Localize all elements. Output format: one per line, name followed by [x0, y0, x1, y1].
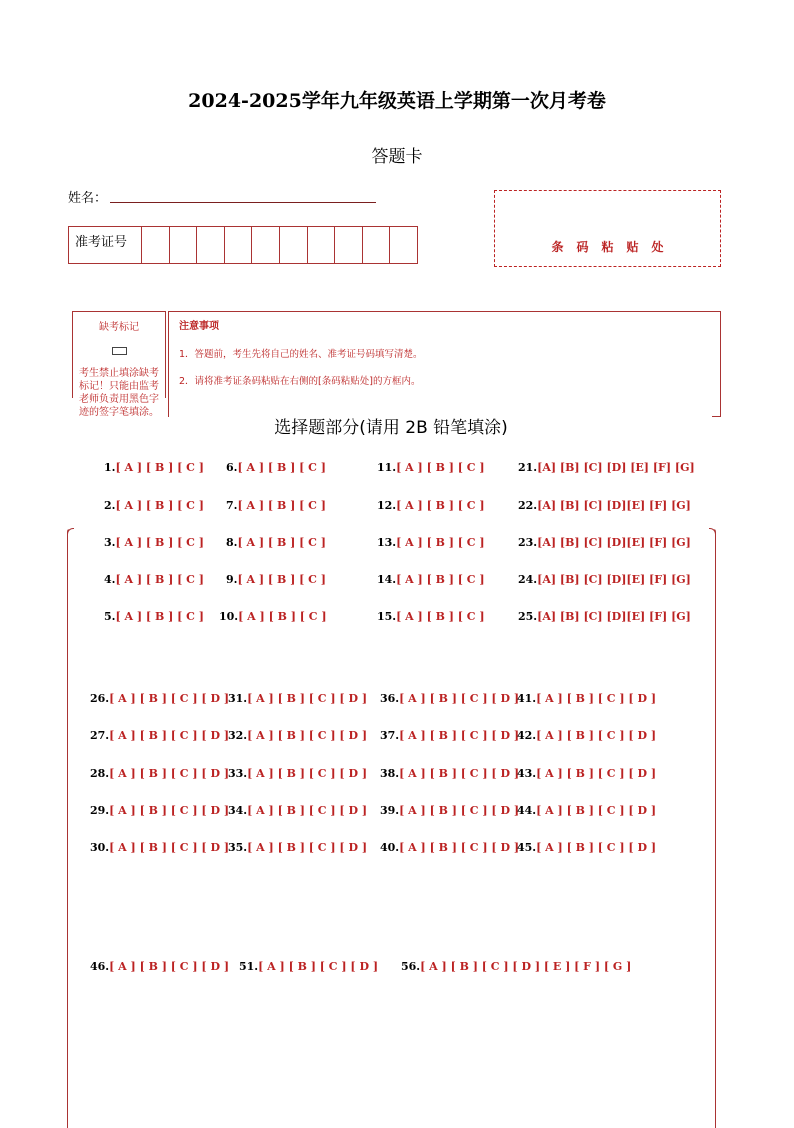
- question-row[interactable]: [377, 499, 485, 512]
- answer-options[interactable]: [ A ] [ B ] [ C ] [ D ]: [109, 692, 230, 705]
- answer-options[interactable]: [ A ] [ B ] [ C ]: [396, 536, 485, 549]
- question-number: 34.: [228, 804, 248, 817]
- question-row[interactable]: [517, 729, 656, 742]
- question-number: 56.: [401, 960, 421, 973]
- page-title: 2024-2025学年九年级英语上学期第一次月考卷: [188, 90, 606, 112]
- question-row[interactable]: [104, 461, 204, 474]
- notes-box: [168, 311, 721, 417]
- question-row[interactable]: [104, 536, 204, 549]
- question-number: 27.: [90, 729, 110, 742]
- question-row[interactable]: [90, 960, 229, 973]
- question-row[interactable]: [380, 804, 519, 817]
- question-number: 30.: [90, 841, 110, 854]
- answer-options[interactable]: [ A ] [ B ] [ C ]: [237, 573, 326, 586]
- answer-options[interactable]: [A] [B] [C] [D] [E] [F] [G]: [537, 461, 695, 474]
- question-number: 10.: [219, 610, 239, 623]
- question-row[interactable]: [90, 841, 229, 854]
- exam-id-cell[interactable]: [280, 227, 308, 263]
- exam-id-box: [68, 226, 418, 264]
- question-row[interactable]: [104, 573, 204, 586]
- answer-options[interactable]: [ A ] [ B ] [ C ] [ D ]: [247, 804, 368, 817]
- exam-id-cell[interactable]: [252, 227, 280, 263]
- question-row[interactable]: [377, 610, 485, 623]
- question-number: 45.: [517, 841, 537, 854]
- barcode-area: [494, 190, 721, 267]
- question-row[interactable]: [517, 841, 656, 854]
- answer-options[interactable]: [ A ] [ B ] [ C ]: [115, 610, 204, 623]
- question-row[interactable]: [380, 841, 519, 854]
- absent-mark-desc: 考生禁止填涂缺考标记！只能由监考老师负责用黑色字迹的签字笔填涂。: [79, 368, 159, 418]
- question-row[interactable]: [90, 804, 229, 817]
- question-number: 35.: [228, 841, 248, 854]
- question-number: 6.: [226, 461, 238, 474]
- question-number: 40.: [380, 841, 400, 854]
- question-number: 4.: [104, 573, 116, 586]
- answer-options[interactable]: [ A ] [ B ] [ C ]: [396, 499, 485, 512]
- answer-options[interactable]: [ A ] [ B ] [ C ] [ D ]: [399, 804, 520, 817]
- answer-options[interactable]: [ A ] [ B ] [ C ]: [115, 461, 204, 474]
- question-number: 23.: [518, 536, 538, 549]
- question-number: 41.: [517, 692, 537, 705]
- barcode-label: 条码粘贴处: [551, 240, 677, 254]
- question-row[interactable]: [517, 767, 656, 780]
- exam-id-cell[interactable]: [225, 227, 253, 263]
- name-field[interactable]: [110, 202, 376, 203]
- question-row[interactable]: [377, 573, 485, 586]
- question-row[interactable]: [518, 499, 691, 512]
- answer-options[interactable]: [ A ] [ B ] [ C ] [ D ]: [109, 804, 230, 817]
- answer-options[interactable]: [A] [B] [C] [D][E] [F] [G]: [537, 536, 691, 549]
- question-number: 7.: [226, 499, 238, 512]
- question-number: 13.: [377, 536, 397, 549]
- exam-id-cell[interactable]: [197, 227, 225, 263]
- answer-options[interactable]: [ A ] [ B ] [ C ] [ D ]: [109, 767, 230, 780]
- answer-options[interactable]: [ A ] [ B ] [ C ]: [115, 536, 204, 549]
- exam-id-cell[interactable]: [390, 227, 417, 263]
- question-number: 38.: [380, 767, 400, 780]
- question-number: 21.: [518, 461, 538, 474]
- answer-options[interactable]: [ A ] [ B ] [ C ]: [237, 536, 326, 549]
- question-number: 43.: [517, 767, 537, 780]
- exam-id-cell[interactable]: [170, 227, 198, 263]
- question-number: 22.: [518, 499, 538, 512]
- question-row[interactable]: [518, 536, 691, 549]
- question-number: 5.: [104, 610, 116, 623]
- question-row[interactable]: [377, 536, 485, 549]
- question-number: 31.: [228, 692, 248, 705]
- answer-options[interactable]: [ A ] [ B ] [ C ]: [396, 461, 485, 474]
- note-item: 1．答题前，考生先将自己的姓名、准考证号码填写清楚。: [179, 349, 423, 360]
- note-item: 2．请将准考证条码粘贴在右侧的[条码粘贴处]的方框内。: [179, 376, 421, 387]
- answer-options[interactable]: [ A ] [ B ] [ C ]: [396, 610, 485, 623]
- question-row[interactable]: [380, 692, 519, 705]
- question-row[interactable]: [228, 804, 367, 817]
- answer-options[interactable]: [ A ] [ B ] [ C ] [ D ]: [109, 960, 230, 973]
- notes-title: 注意事项: [179, 321, 219, 332]
- question-row[interactable]: [380, 767, 519, 780]
- question-number: 25.: [518, 610, 538, 623]
- answer-options[interactable]: [A] [B] [C] [D][E] [F] [G]: [537, 610, 691, 623]
- question-row[interactable]: [226, 461, 326, 474]
- answer-options[interactable]: [ A ] [ B ] [ C ]: [237, 499, 326, 512]
- question-row[interactable]: [219, 610, 327, 623]
- answer-options[interactable]: [ A ] [ B ] [ C ]: [237, 461, 326, 474]
- question-row[interactable]: [517, 692, 656, 705]
- answer-options[interactable]: [ A ] [ B ] [ C ] [ D ]: [536, 804, 657, 817]
- answer-options[interactable]: [ A ] [ B ] [ C ]: [238, 610, 327, 623]
- answer-options[interactable]: [ A ] [ B ] [ C ] [ D ]: [399, 692, 520, 705]
- question-number: 32.: [228, 729, 248, 742]
- answer-options[interactable]: [A] [B] [C] [D][E] [F] [G]: [537, 499, 691, 512]
- question-number: 15.: [377, 610, 397, 623]
- answer-options[interactable]: [ A ] [ B ] [ C ] [ D ]: [536, 692, 657, 705]
- answer-options[interactable]: [ A ] [ B ] [ C ] [ D ]: [247, 767, 368, 780]
- question-number: 33.: [228, 767, 248, 780]
- answer-options[interactable]: [ A ] [ B ] [ C ] [ D ]: [247, 841, 368, 854]
- question-number: 36.: [380, 692, 400, 705]
- question-row[interactable]: [90, 767, 229, 780]
- question-row[interactable]: [90, 729, 229, 742]
- answer-options[interactable]: [ A ] [ B ] [ C ] [ D ]: [109, 841, 230, 854]
- answer-options[interactable]: [ A ] [ B ] [ C ] [ D ]: [399, 729, 520, 742]
- question-number: 42.: [517, 729, 537, 742]
- question-row[interactable]: [228, 692, 367, 705]
- question-row[interactable]: [518, 461, 695, 474]
- name-label: 姓名：: [68, 191, 108, 206]
- absent-mark-title: 缺考标记: [99, 322, 139, 333]
- question-number: 8.: [226, 536, 238, 549]
- question-number: 1.: [104, 461, 116, 474]
- answer-options[interactable]: [ A ] [ B ] [ C ] [ D ]: [536, 841, 657, 854]
- question-number: 9.: [226, 573, 238, 586]
- answer-options[interactable]: [ A ] [ B ] [ C ] [ D ]: [536, 767, 657, 780]
- question-row[interactable]: [226, 499, 326, 512]
- question-number: 14.: [377, 573, 397, 586]
- notice-section: [72, 311, 721, 417]
- answer-options[interactable]: [ A ] [ B ] [ C ]: [115, 499, 204, 512]
- question-number: 39.: [380, 804, 400, 817]
- question-row[interactable]: [104, 499, 204, 512]
- question-row[interactable]: [517, 804, 656, 817]
- section-title: 选择题部分(请用 2B 铅笔填涂): [274, 418, 508, 438]
- page-subtitle: 答题卡: [371, 147, 423, 167]
- question-number: 11.: [377, 461, 397, 474]
- question-number: 26.: [90, 692, 110, 705]
- question-number: 24.: [518, 573, 538, 586]
- question-row[interactable]: [226, 573, 326, 586]
- question-row[interactable]: [228, 841, 367, 854]
- question-row[interactable]: [90, 692, 229, 705]
- question-number: 37.: [380, 729, 400, 742]
- answer-options[interactable]: [ A ] [ B ] [ C ] [ D ] [ E ] [ F ] [ G ]: [420, 960, 632, 973]
- exam-id-cell[interactable]: [142, 227, 170, 263]
- question-number: 2.: [104, 499, 116, 512]
- answer-options[interactable]: [ A ] [ B ] [ C ] [ D ]: [109, 729, 230, 742]
- answer-options[interactable]: [A] [B] [C] [D][E] [F] [G]: [537, 573, 691, 586]
- question-number: 51.: [239, 960, 259, 973]
- question-row[interactable]: [104, 610, 204, 623]
- question-row[interactable]: [228, 767, 367, 780]
- exam-id-cell[interactable]: [335, 227, 363, 263]
- answer-options[interactable]: [ A ] [ B ] [ C ] [ D ]: [247, 729, 368, 742]
- exam-id-label: 准考证号: [69, 227, 142, 263]
- absent-mark-box: [72, 311, 166, 418]
- question-row[interactable]: [239, 960, 378, 973]
- question-row[interactable]: [226, 536, 326, 549]
- question-row[interactable]: [401, 960, 631, 973]
- question-row[interactable]: [380, 729, 519, 742]
- question-row[interactable]: [228, 729, 367, 742]
- exam-id-cell[interactable]: [363, 227, 391, 263]
- question-number: 3.: [104, 536, 116, 549]
- answer-options[interactable]: [ A ] [ B ] [ C ]: [396, 573, 485, 586]
- exam-id-cell[interactable]: [308, 227, 336, 263]
- absent-mark-checkbox[interactable]: [112, 347, 127, 355]
- answer-options[interactable]: [ A ] [ B ] [ C ] [ D ]: [399, 841, 520, 854]
- question-number: 12.: [377, 499, 397, 512]
- question-number: 46.: [90, 960, 110, 973]
- question-row[interactable]: [518, 573, 691, 586]
- question-number: 28.: [90, 767, 110, 780]
- question-number: 44.: [517, 804, 537, 817]
- answer-options[interactable]: [ A ] [ B ] [ C ] [ D ]: [258, 960, 379, 973]
- answer-options[interactable]: [ A ] [ B ] [ C ] [ D ]: [399, 767, 520, 780]
- answer-options[interactable]: [ A ] [ B ] [ C ] [ D ]: [247, 692, 368, 705]
- question-row[interactable]: [377, 461, 485, 474]
- answer-options[interactable]: [ A ] [ B ] [ C ] [ D ]: [536, 729, 657, 742]
- question-number: 29.: [90, 804, 110, 817]
- answer-options[interactable]: [ A ] [ B ] [ C ]: [115, 573, 204, 586]
- question-row[interactable]: [518, 610, 691, 623]
